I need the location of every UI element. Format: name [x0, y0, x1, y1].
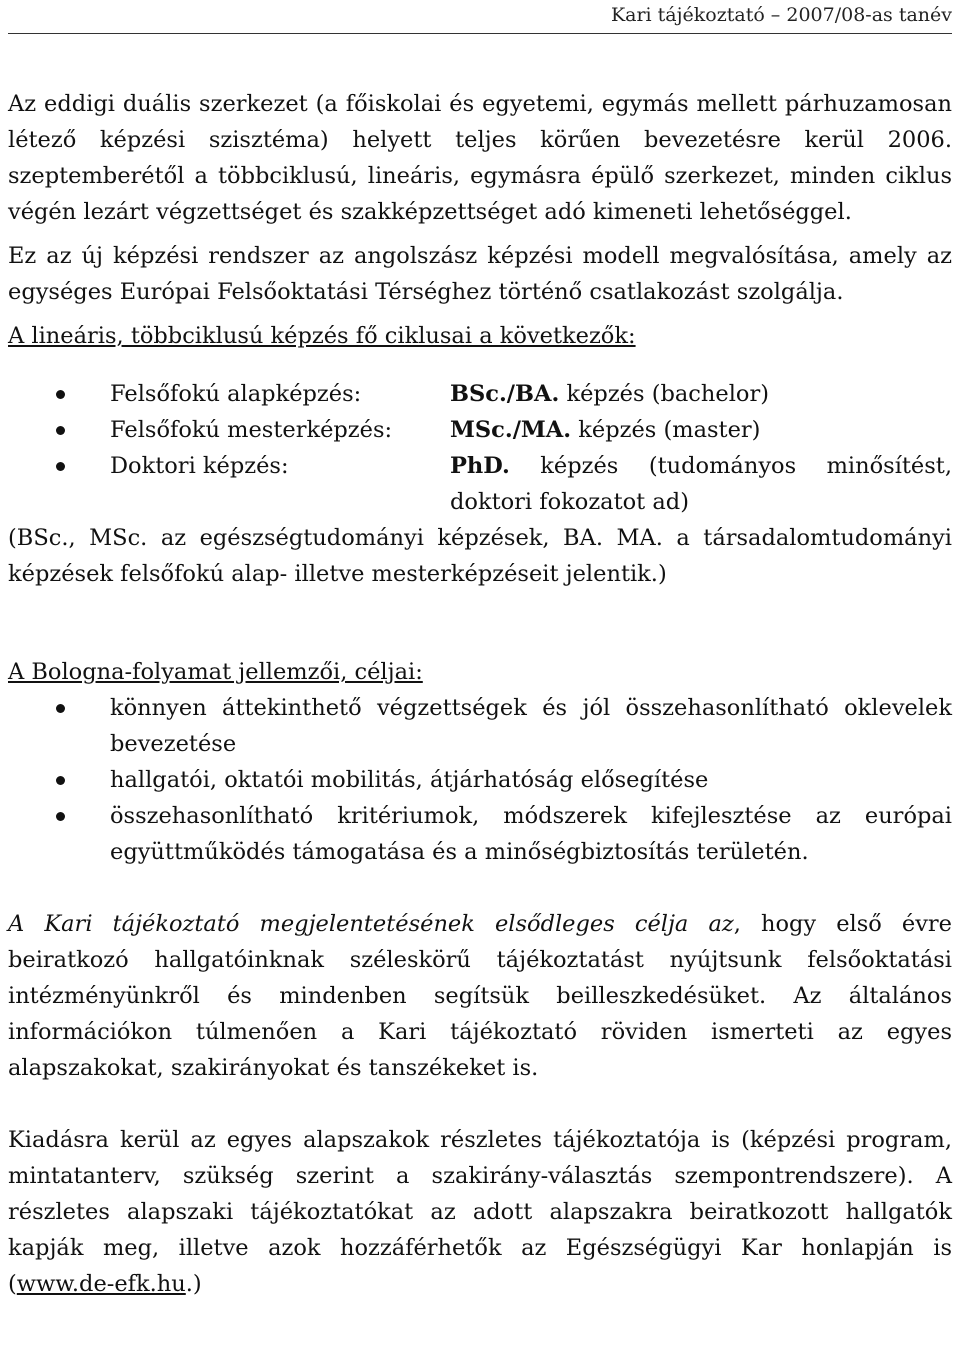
purpose-lead: A Kari tájékoztató megjelentetésének elsődleges célja az	[8, 911, 734, 937]
bullet-icon	[8, 376, 110, 399]
publication-tail: .)	[185, 1271, 202, 1297]
bologna-item-text: könnyen áttekinthető végzettségek és jól összehasonlítható oklevelek bevezetése	[110, 695, 952, 757]
cycle-description	[450, 412, 952, 448]
bullet-icon	[8, 412, 110, 435]
cycle-name: Felsőfokú alapképzés:	[110, 381, 362, 407]
cycles-heading: A lineáris, többciklusú képzés fő ciklusai a következők:	[8, 323, 636, 349]
publication-paragraph	[8, 1122, 952, 1302]
cycle-description	[450, 376, 952, 412]
degree-code: PhD.	[450, 453, 510, 479]
cycle-name: Felsőfokú mesterképzés:	[110, 417, 393, 443]
header-divider	[8, 33, 952, 34]
purpose-text: , hogy első évre beiratkozó hallgatóinknak széleskörű tájékoztatást nyújtsunk felsőoktatási intézményünkről és mindenben segítsük beilleszkedésüket. Az általános információkon túlmenően a Kari tájékoztató röviden ismerteti az egyes alapszakokat, szakirányokat és tanszékeket is.	[8, 911, 952, 1081]
bologna-item	[8, 690, 952, 762]
cycle-description	[450, 448, 952, 520]
cycle-item	[8, 448, 952, 520]
bullet-icon	[8, 690, 110, 713]
intro-paragraph-2: Ez az új képzési rendszer az angolszász képzési modell megvalósítása, amely az egységes Európai Felsőoktatási Térséghez történő csatlakozást szolgálja.	[8, 243, 952, 305]
cycle-item	[8, 376, 952, 412]
cycles-note: (BSc., MSc. az egészségtudományi képzések, BA. MA. a társadalomtudományi képzések felsőfokú alap- illetve mesterképzéseit jelentik.)	[8, 525, 952, 587]
bullet-icon	[8, 798, 110, 821]
bologna-heading: A Bologna-folyamat jellemzői, céljai:	[8, 659, 423, 685]
degree-code: MSc./MA.	[450, 417, 572, 443]
intro-paragraph-1: Az eddigi duális szerkezet (a főiskolai és egyetemi, egymás mellett párhuzamosan létező képzési szisztéma) helyett teljes körűen bevezetésre kerül 2006. szeptemberétől a többciklusú, lineáris, egymásra épülő szerkezet, minden ciklus végén lezárt végzettséget és szakképzettséget adó kimeneti lehetőséggel.	[8, 91, 952, 225]
degree-text: képzés (tudományos minősítést, doktori fokozatot ad)	[450, 453, 952, 515]
cycle-item	[8, 412, 952, 448]
document-body	[8, 86, 952, 1302]
page-header	[8, 0, 952, 34]
bologna-list	[8, 690, 952, 870]
bologna-item	[8, 798, 952, 870]
degree-text: képzés (bachelor)	[559, 381, 769, 407]
degree-code: BSc./BA.	[450, 381, 560, 407]
bologna-item-text: összehasonlítható kritériumok, módszerek kifejlesztése az európai együttműködés támogatása és a minőségbiztosítás területén.	[110, 803, 952, 865]
cycles-list	[8, 376, 952, 520]
header-title: Kari tájékoztató – 2007/08-as tanév	[610, 4, 952, 26]
bologna-item	[8, 762, 952, 798]
purpose-paragraph	[8, 906, 952, 1086]
bullet-icon	[8, 448, 110, 471]
bullet-icon	[8, 762, 110, 785]
cycle-name: Doktori képzés:	[110, 453, 289, 479]
bologna-item-text: hallgatói, oktatói mobilitás, átjárhatóság elősegítése	[110, 767, 709, 793]
degree-text: képzés (master)	[571, 417, 761, 443]
website-link[interactable]: www.de-efk.hu	[16, 1271, 186, 1297]
publication-text: Kiadásra kerül az egyes alapszakok részletes tájékoztatója is (képzési program, mintatanterv, szükség szerint a szakirány-választás szempontrendszere). A részletes alapszaki tájékoztatókat az adott alapszakra beiratkozott hallgatók kapják meg, illetve azok hozzáférhetők az Egészségügyi Kar honlapján is (	[8, 1127, 952, 1297]
